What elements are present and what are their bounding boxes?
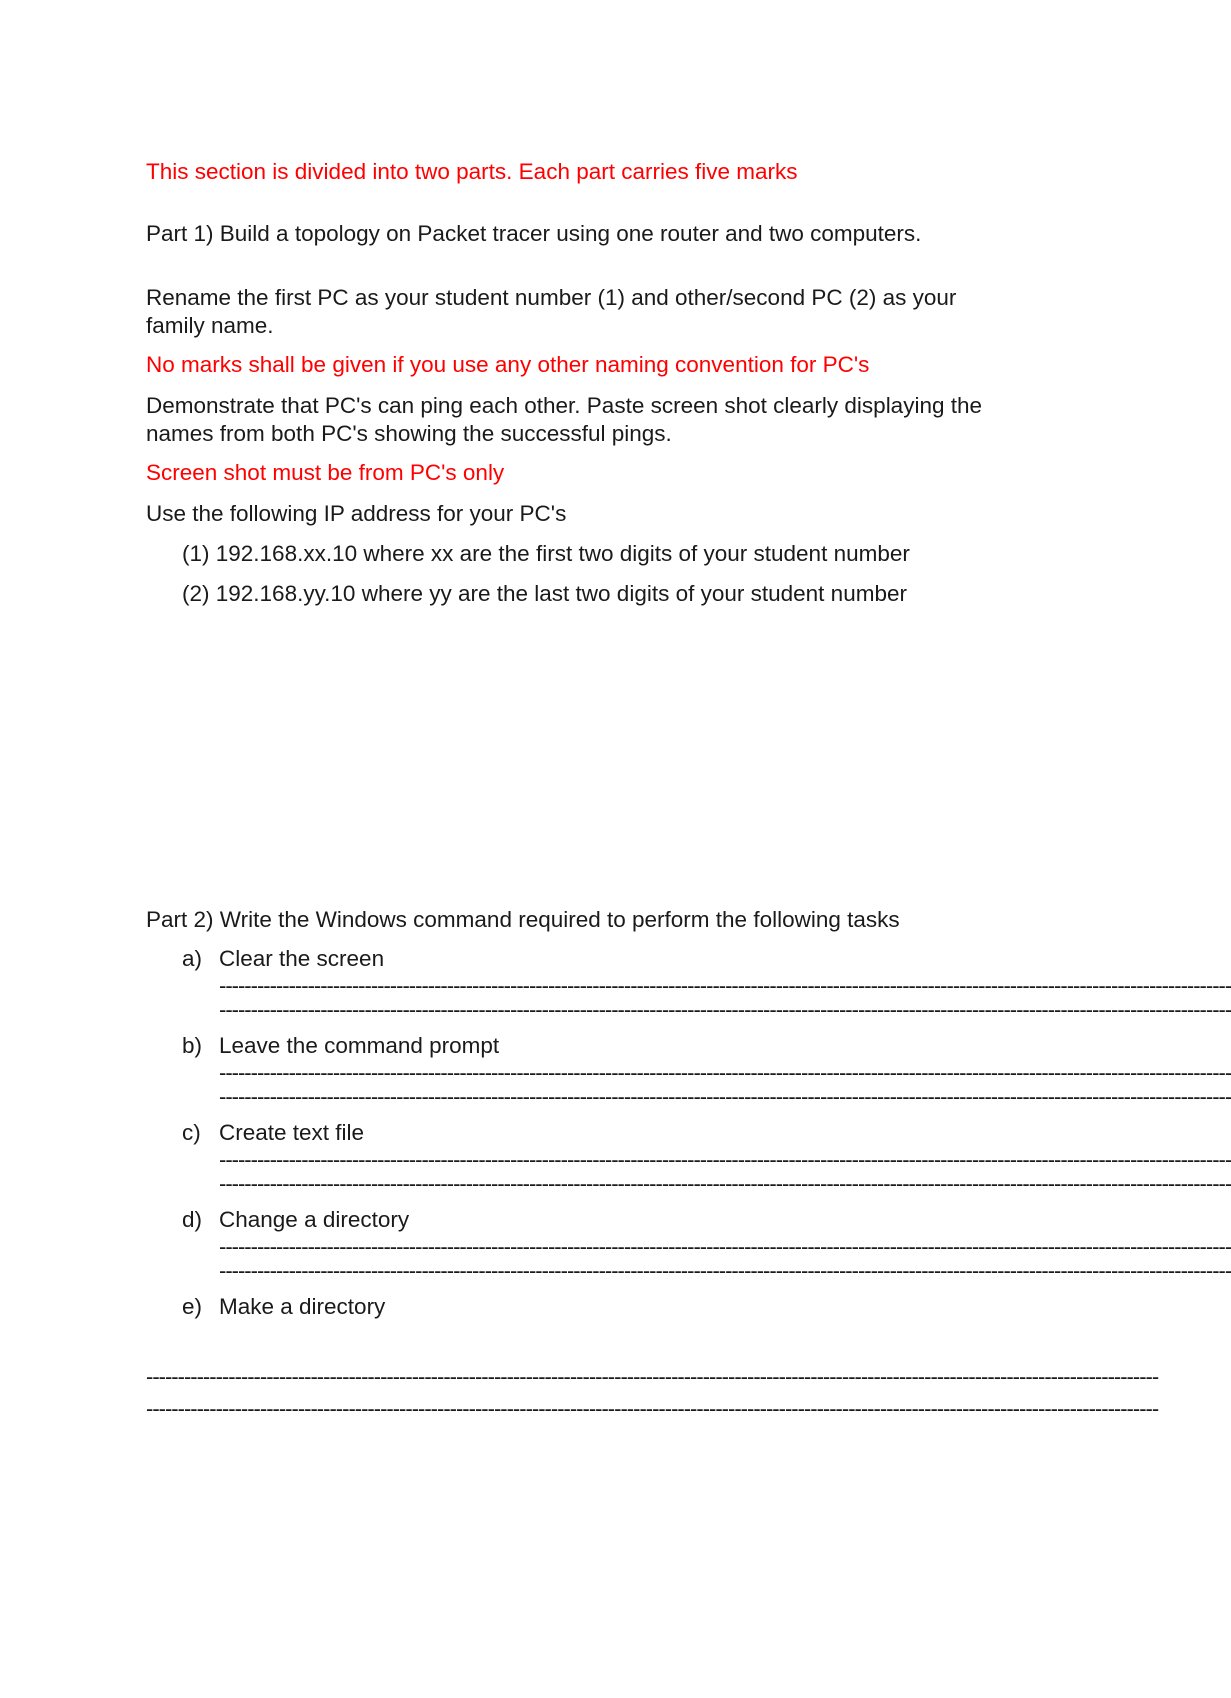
demo-instruction-line2: names from both PC's showing the successful pings. (146, 421, 672, 446)
naming-warning: No marks shall be given if you use any other naming convention for PC's (146, 352, 870, 377)
answer-line[interactable]: ---------------------------------------------------------------------------------------------------------------------------------------------------------------- (219, 1147, 1231, 1172)
ip-intro: Use the following IP address for your PC's (146, 501, 567, 526)
answer-line[interactable]: ---------------------------------------------------------------------------------------------------------------------------------------------------------------- (219, 997, 1231, 1022)
demo-instruction-line1: Demonstrate that PC's can ping each other. Paste screen shot clearly displaying the (146, 393, 983, 418)
part2-heading: Part 2) Write the Windows command required to perform the following tasks (146, 907, 900, 932)
task-text: Leave the command prompt (219, 1033, 500, 1058)
part1-heading: Part 1) Build a topology on Packet tracer using one router and two computers. (146, 221, 922, 246)
task-marker: e) (182, 1294, 203, 1319)
answer-line[interactable]: ---------------------------------------------------------------------------------------------------------------------------------------------------------------- (219, 1084, 1231, 1109)
task-marker: c) (182, 1120, 201, 1145)
task-text: Clear the screen (219, 946, 385, 971)
rename-instruction-line1: Rename the first PC as your student number (1) and other/second PC (2) as your (146, 285, 957, 310)
task-marker: d) (182, 1207, 203, 1232)
task-marker: b) (182, 1033, 203, 1058)
task-marker: a) (182, 946, 203, 971)
answer-line[interactable]: ---------------------------------------------------------------------------------------------------------------------------------------------------------------- (219, 1060, 1231, 1085)
answer-line[interactable]: ---------------------------------------------------------------------------------------------------------------------------------------------------------------- (146, 1396, 1159, 1421)
answer-line[interactable]: ---------------------------------------------------------------------------------------------------------------------------------------------------------------- (219, 973, 1231, 998)
answer-line[interactable]: ---------------------------------------------------------------------------------------------------------------------------------------------------------------- (219, 1234, 1231, 1259)
answer-line[interactable]: ---------------------------------------------------------------------------------------------------------------------------------------------------------------- (219, 1258, 1231, 1283)
ip-item: (1) 192.168.xx.10 where xx are the first two digits of your student number (182, 541, 910, 566)
intro-text: This section is divided into two parts. Each part carries five marks (146, 159, 798, 184)
answer-line[interactable]: ---------------------------------------------------------------------------------------------------------------------------------------------------------------- (146, 1364, 1159, 1389)
answer-line[interactable]: ---------------------------------------------------------------------------------------------------------------------------------------------------------------- (219, 1171, 1231, 1196)
task-text: Change a directory (219, 1207, 410, 1232)
ip-item: (2) 192.168.yy.10 where yy are the last two digits of your student number (182, 581, 907, 606)
screenshot-note: Screen shot must be from PC's only (146, 460, 505, 485)
task-text: Make a directory (219, 1294, 386, 1319)
task-text: Create text file (219, 1120, 365, 1145)
rename-instruction-line2: family name. (146, 313, 274, 338)
